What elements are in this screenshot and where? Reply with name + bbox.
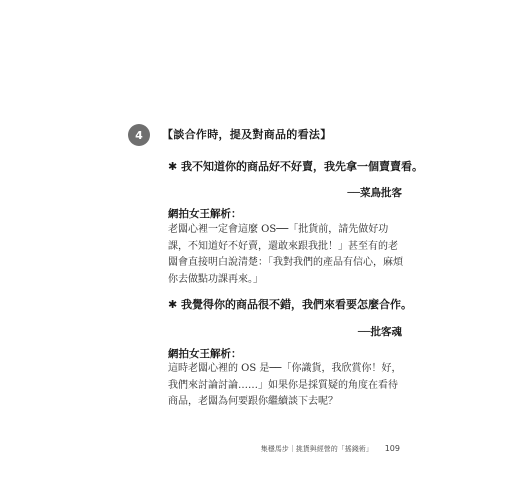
running-title: 集穩馬步｜挑貨與經營的「搖錢術」 (260, 445, 373, 453)
attribution-1: ──菜鳥批客 (347, 187, 402, 199)
analysis-heading-2: 網拍女王解析： (168, 348, 242, 360)
analysis-heading-1: 網拍女王解析： (168, 208, 242, 220)
analysis-paragraph-2: 這時老闆心裡的 OS 是──「你識貨，我欣賞你！好，我們來討論討論……」如果你是採質疑的角度在看待商品，老闆為何要跟你繼續談下去呢？ (168, 363, 402, 407)
question-1: ✱ 我不知道你的商品好不好賣，我先拿一個賣賣看。 (168, 160, 424, 173)
attribution-2: ──批客魂 (357, 326, 402, 338)
question-2: ✱ 我覺得你的商品很不錯，我們來看要怎麼合作。 (168, 298, 413, 311)
page-footer (261, 444, 400, 454)
section-title: 【談合作時，提及對商品的看法】 (162, 128, 332, 141)
analysis-paragraph-1: 老闆心裡一定會這麼 OS──「批貨前，請先做好功課，不知道好不好賣，還敢來跟我批！」甚至有的老闆會直接明白說清楚：「我對我們的產品有信心，麻煩你去做點功課再來。」 (168, 224, 403, 285)
page-number: 109 (384, 444, 400, 453)
section-number-badge: 4 (128, 124, 150, 146)
